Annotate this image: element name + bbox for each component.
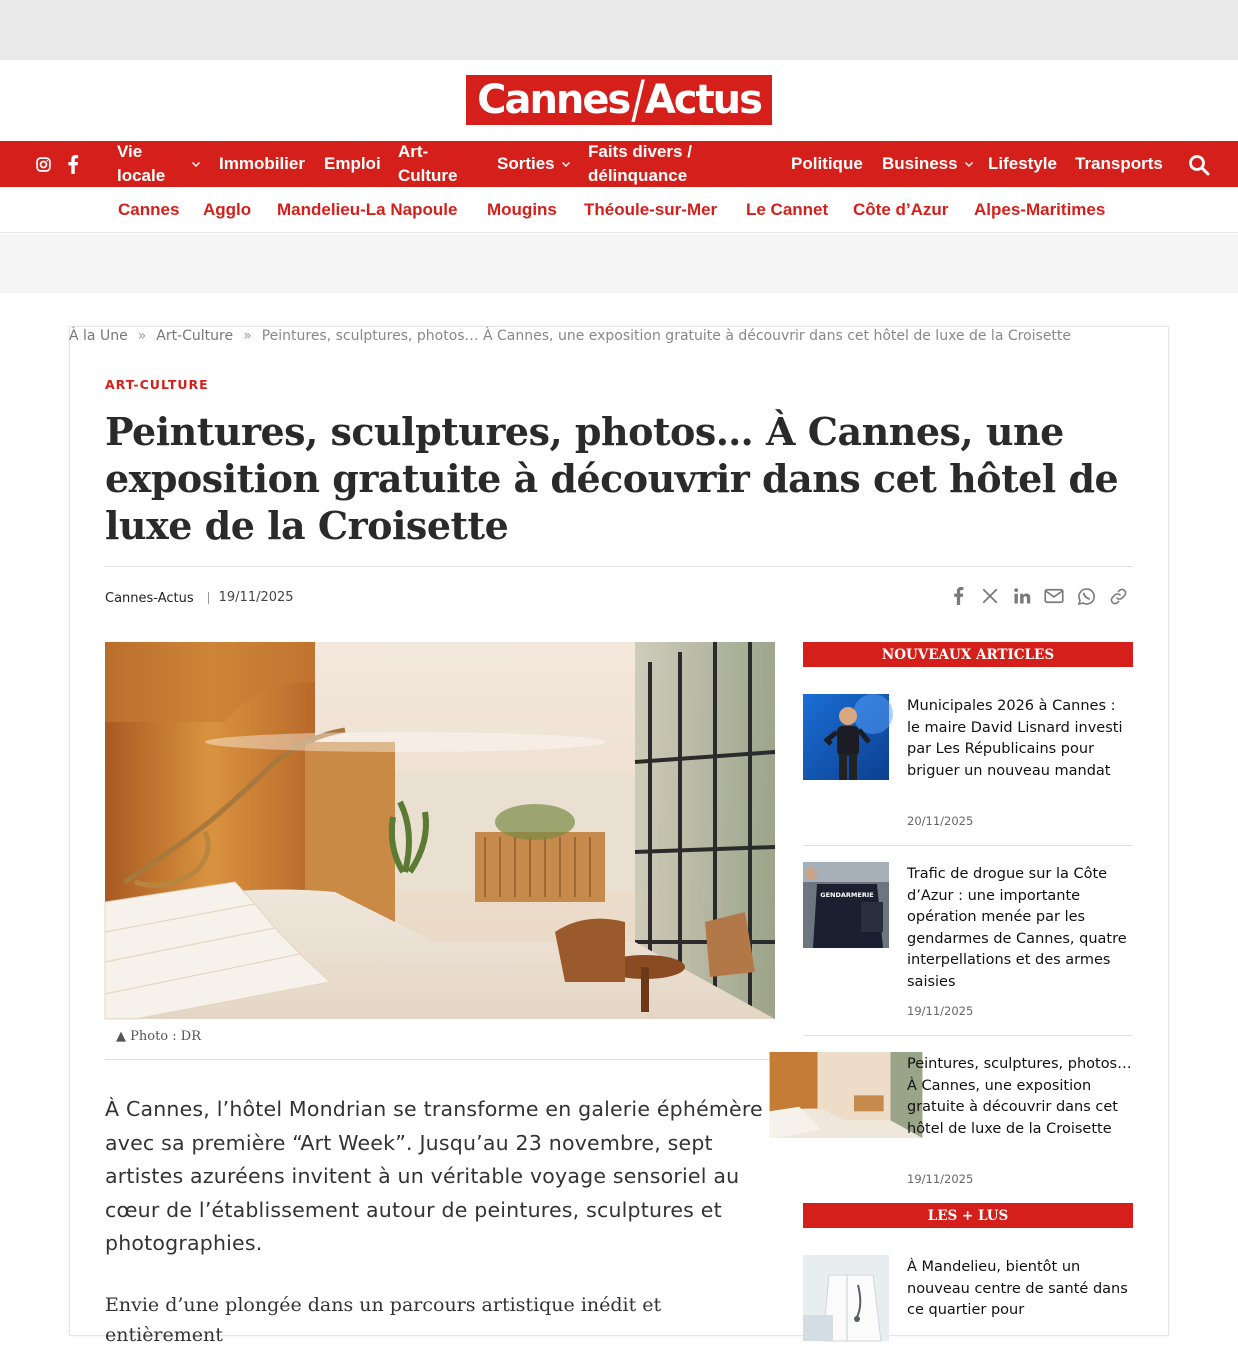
breadcrumb-category[interactable]: Art-Culture <box>156 328 234 344</box>
breadcrumb-home[interactable]: À la Une <box>69 328 128 344</box>
article-thumbnail[interactable] <box>803 694 889 780</box>
subnav-item-cannes[interactable]: Cannes <box>118 200 180 219</box>
link-share-icon[interactable] <box>1107 584 1129 608</box>
nav-label: Vie locale <box>117 142 166 185</box>
article-category[interactable]: ART-CULTURE <box>105 377 209 392</box>
chevron-down-icon <box>561 159 571 169</box>
whatsapp-share-icon[interactable] <box>1075 584 1097 608</box>
list-item[interactable] <box>803 1052 1133 1192</box>
divider <box>803 1035 1133 1036</box>
logo-text-actus: Actus <box>644 77 761 123</box>
divider <box>105 566 1133 567</box>
gendarmerie-text: GENDARMERIE <box>820 891 874 899</box>
subnav-item-le-cannet[interactable]: Le Cannet <box>746 200 829 219</box>
linkedin-share-icon[interactable] <box>1011 584 1033 608</box>
divider <box>803 845 1133 846</box>
article-date: 20/11/2025 <box>907 814 974 828</box>
hotel-lobby-thumbnail <box>803 1052 889 1138</box>
author-link[interactable]: Cannes-Actus <box>105 590 194 606</box>
facebook-share-icon[interactable] <box>947 584 969 608</box>
logo-text-cannes: Cannes <box>477 77 630 123</box>
facebook-icon[interactable] <box>63 141 83 187</box>
article-body: Envie d’une plongée dans un parcours artistique inédit et entièrement <box>105 1294 662 1346</box>
article-link-title[interactable]: Trafic de drogue sur la Côte d’Azur : une importante opération menée par les gendarmes de Cannes, quatre interpellations et des armes saisies <box>907 866 1127 990</box>
subnav-item-mandelieu[interactable]: Mandelieu-La Napoule <box>277 200 458 219</box>
subnav-item-agglo[interactable]: Agglo <box>203 200 252 219</box>
article-title: Peintures, sculptures, photos… À Cannes, une exposition gratuite à découvrir dans cet hôtel de luxe de la Croisette <box>105 409 1119 548</box>
subnav-item-mougins[interactable]: Mougins <box>487 200 557 219</box>
nav-item-business[interactable] <box>882 141 974 187</box>
nav-item-art-culture[interactable] <box>398 141 468 187</box>
site-logo[interactable] <box>466 70 772 130</box>
hotel-lobby-illustration <box>105 642 775 1019</box>
article-link-title[interactable]: Municipales 2026 à Cannes : le maire David Lisnard investi par Les Républicains pour briguer un nouveau mandat <box>907 698 1123 779</box>
main-nav <box>0 141 1238 187</box>
list-item[interactable] <box>803 1255 1133 1335</box>
article-date: 19/11/2025 <box>907 1004 974 1018</box>
article-thumbnail[interactable] <box>803 862 889 948</box>
politician-photo <box>803 694 889 780</box>
nav-label: Business <box>882 154 958 173</box>
list-item[interactable] <box>803 862 1133 1024</box>
top-ad-banner <box>0 0 1238 60</box>
publish-date: 19/11/2025 <box>208 592 294 604</box>
nav-label: Emploi <box>324 154 381 173</box>
image-caption: ▲ Photo : DR <box>116 1029 201 1044</box>
breadcrumb-current: Peintures, sculptures, photos… À Cannes, une exposition gratuite à découvrir dans cet hôtel de luxe de la Croisette <box>261 328 1072 344</box>
divider <box>105 1059 775 1060</box>
nav-label: Transports <box>1075 154 1163 173</box>
nav-label: Art-Culture <box>398 142 458 185</box>
nav-item-vie-locale[interactable] <box>117 141 207 187</box>
nav-item-lifestyle[interactable] <box>988 141 1057 187</box>
email-share-icon[interactable] <box>1043 584 1065 608</box>
x-share-icon[interactable] <box>979 584 1001 608</box>
article-hero-image[interactable] <box>105 642 775 1019</box>
nav-label: Lifestyle <box>988 154 1057 173</box>
chevron-down-icon <box>964 159 974 169</box>
breadcrumb-separator: » <box>243 328 252 344</box>
logo-slash: / <box>631 70 643 130</box>
sidebar-heading-new: NOUVEAUX ARTICLES <box>803 642 1133 667</box>
subnav-item-alpes-maritimes[interactable]: Alpes-Maritimes <box>974 200 1106 219</box>
nav-item-emploi[interactable] <box>324 141 381 187</box>
article-link-title[interactable]: Peintures, sculptures, photos… À Cannes, une exposition gratuite à découvrir dans cet hôtel de luxe de la Croisette <box>907 1056 1132 1137</box>
nav-item-immobilier[interactable] <box>219 141 305 187</box>
nav-item-transports[interactable] <box>1075 141 1163 187</box>
subnav-item-cote-azur[interactable]: Côte d’Azur <box>853 200 949 219</box>
nav-item-faits-divers[interactable] <box>588 141 708 187</box>
article-lead: À Cannes, l’hôtel Mondrian se transforme en galerie éphémère avec sa première “Art Week”. Jusqu’au 23 novembre, sept artistes azuréens invitent à un véritable voyage sensoriel au cœur de l’établissement autour de peintures, sculptures et photographies. <box>105 1097 763 1255</box>
list-item[interactable] <box>803 694 1133 834</box>
instagram-icon[interactable] <box>33 141 53 187</box>
article-meta <box>105 588 294 608</box>
subnav-item-theoule[interactable]: Théoule-sur-Mer <box>584 200 718 219</box>
chevron-down-icon <box>191 159 201 169</box>
header <box>0 60 1238 141</box>
article-thumbnail[interactable] <box>803 1052 889 1138</box>
sub-nav <box>0 187 1238 233</box>
article-link-title[interactable]: À Mandelieu, bientôt un nouveau centre de santé dans ce quartier pour <box>907 1259 1128 1318</box>
nav-item-sorties[interactable] <box>497 141 571 187</box>
article-thumbnail[interactable] <box>803 1255 889 1341</box>
nav-label: Immobilier <box>219 154 305 173</box>
breadcrumb-separator: » <box>137 328 147 344</box>
nav-label: Sorties <box>497 154 555 173</box>
breadcrumb <box>69 326 1071 346</box>
gendarmerie-photo <box>803 862 889 948</box>
ad-band <box>0 234 1238 293</box>
article-date: 19/11/2025 <box>907 1172 974 1186</box>
doctor-photo <box>803 1255 889 1341</box>
nav-label: Politique <box>791 154 863 173</box>
search-icon[interactable] <box>1187 153 1211 177</box>
nav-item-politique[interactable] <box>791 141 863 187</box>
sidebar-heading-popular: LES + LUS <box>803 1203 1133 1228</box>
nav-label: Faits divers / délinquance <box>588 142 692 185</box>
